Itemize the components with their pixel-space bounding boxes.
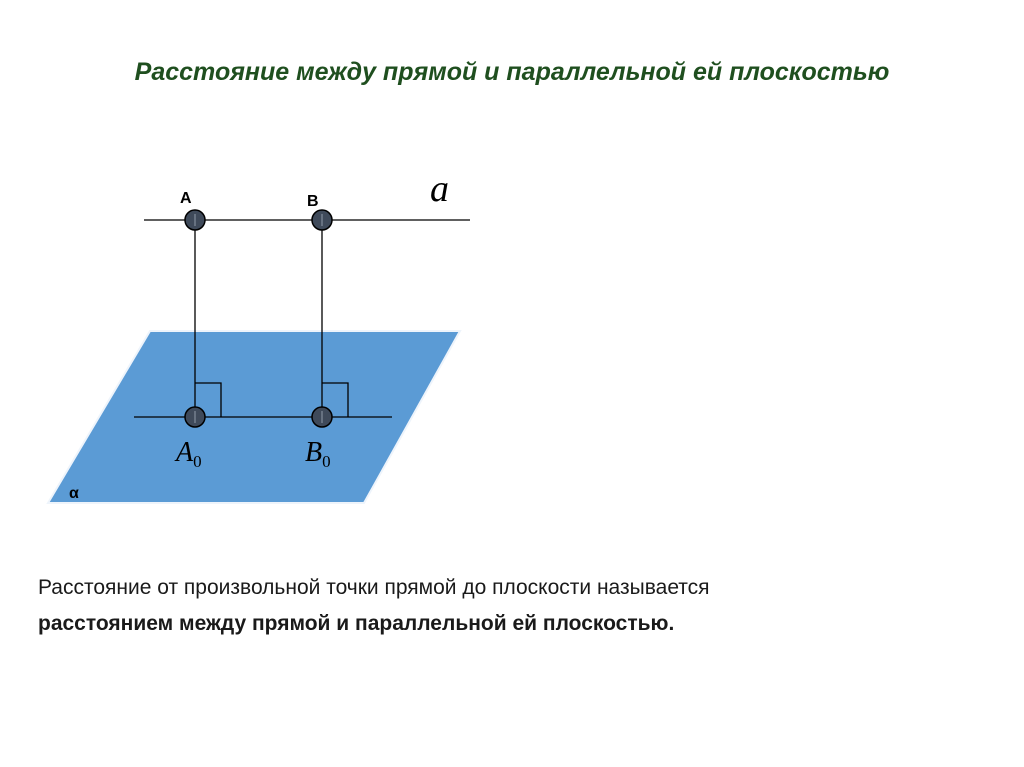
- point-a0: [185, 407, 205, 427]
- definition-text: [38, 570, 998, 642]
- definition-line-2: расстоянием между прямой и параллельной ей плоскостью.: [38, 612, 675, 635]
- point-b: [312, 210, 332, 230]
- label-plane-alpha: α: [69, 485, 79, 502]
- label-b0-sub: 0: [322, 452, 331, 471]
- label-a0-sub: 0: [193, 452, 202, 471]
- point-b0: [312, 407, 332, 427]
- definition-line-1: Расстояние от произвольной точки прямой до плоскости называется: [38, 576, 710, 599]
- label-a0-letter: A: [176, 437, 194, 468]
- label-line-a: a: [430, 168, 449, 210]
- label-b0-letter: B: [305, 437, 323, 468]
- label-point-a: A: [180, 190, 192, 207]
- slide-title: Расстояние между прямой и параллельной ей плоскостью: [134, 58, 890, 86]
- point-a: [185, 210, 205, 230]
- label-point-b: B: [307, 193, 319, 210]
